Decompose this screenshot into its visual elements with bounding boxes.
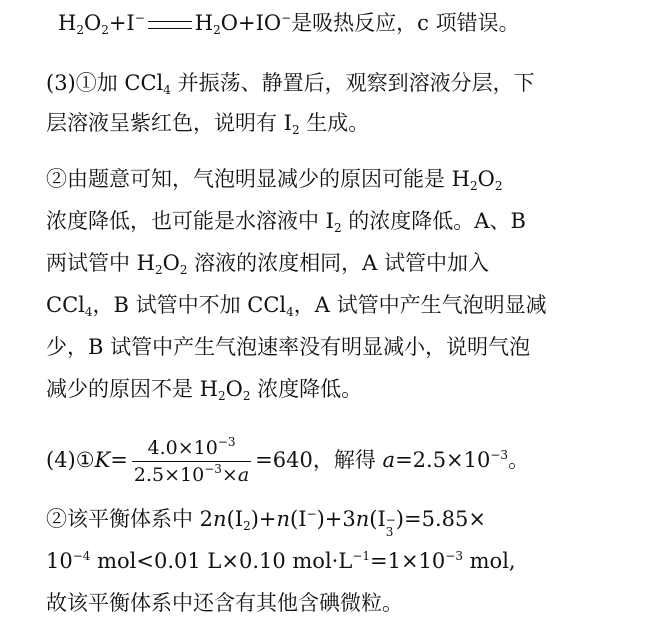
line-13: 故该平衡体系中还含有其他含碘微粒。 — [46, 591, 403, 615]
line-9: 减少的原因不是 $H_2O_2$ 浓度降低。 — [46, 377, 363, 403]
line-7: CCl$_4$，B 试管中不加 CCl$_4$，A 试管中产生气泡明显减 — [46, 293, 547, 319]
fraction — [132, 435, 251, 488]
line-10-equilibrium-constant: (4)①K= $\frac{4.0\times 10^{-3}}{2.5\times 10^{-3}\times a}$ =640，解得 $a=2.5\times 10^{-3}$。 — [46, 435, 530, 486]
line-2: (3)①加 CCl$_4$ 并振荡、静置后，观察到溶液分层，下 — [46, 71, 535, 97]
symbol-K: K — [94, 448, 111, 472]
line-12: $10^{-4}$ mol<0.01 L×0.10 $mol\cdot L^{-1}=1\times 10^{-3}$ mol, — [46, 549, 516, 573]
line-6: 两试管中 $H_2O_2$ 溶液的浓度相同，A 试管中加入 — [46, 251, 490, 277]
line-4: ②由题意可知，气泡明显减少的原因可能是 $H_2O_2$ — [46, 167, 503, 193]
line-1: $H_2O_2+I^-$ $H_2O+IO^-$是吸热反应，c 项错误。 — [58, 11, 520, 37]
line-5: 浓度降低，也可能是水溶液中 $I_2$ 的浓度降低。A、B — [46, 209, 526, 235]
equals-sign-double-bar — [148, 21, 192, 29]
line-11: ②该平衡体系中 $2n(I_2)+n(I^-)+3n(I$ − 3 )=5.85× — [46, 507, 486, 539]
fraction-denominator: $2.5\times 10^{-3}\times a$ — [133, 462, 250, 486]
line-3: 层溶液呈紫红色，说明有 $I_2$ 生成。 — [46, 111, 370, 137]
fraction-numerator: $4.0\times 10^{-3}$ — [132, 435, 251, 462]
line-8: 少，B 试管中产生气泡速率没有明显减小，说明气泡 — [46, 335, 531, 359]
